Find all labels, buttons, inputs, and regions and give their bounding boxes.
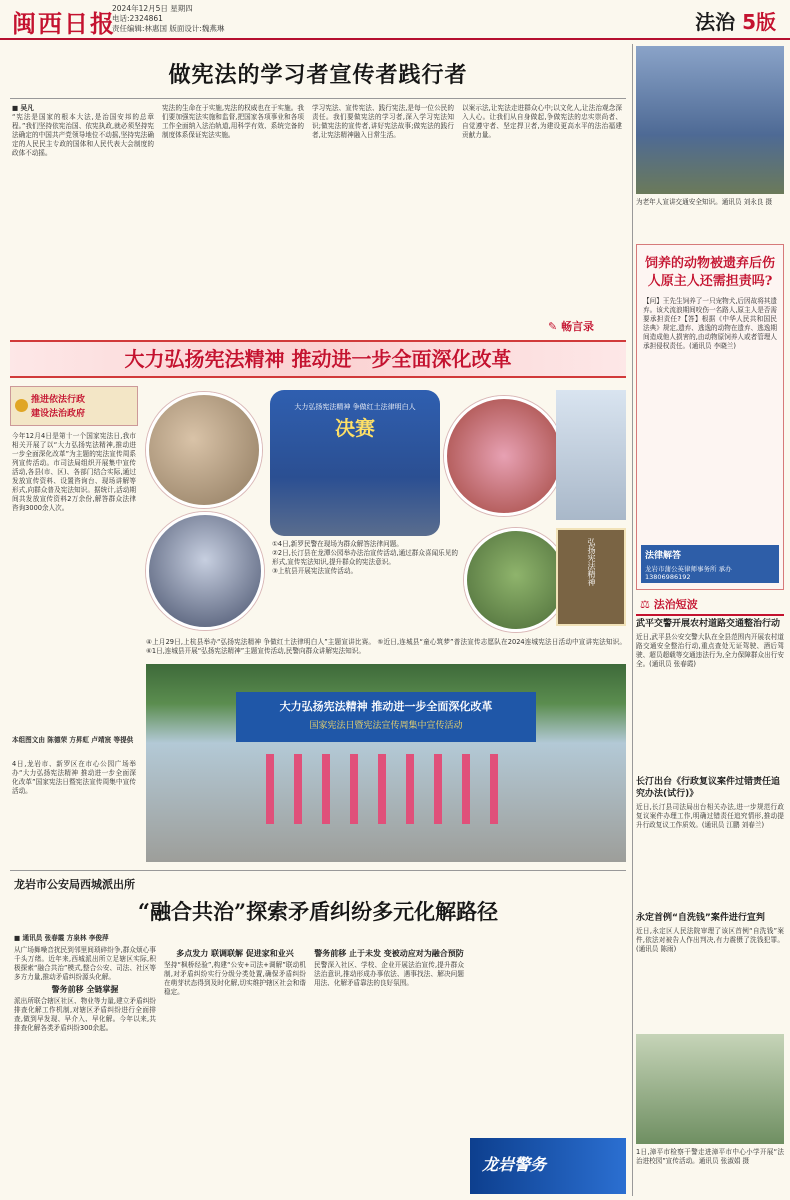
photo-stage bbox=[146, 664, 626, 862]
phone-line: 电话:2324861 bbox=[112, 14, 163, 23]
edition-label bbox=[695, 6, 776, 35]
caption: ⑥1日,连城县开展“弘扬宪法精神”主题宣传活动,民警向群众讲解宪法知识。 bbox=[146, 647, 365, 655]
column-tag: ✎ 畅言录 bbox=[548, 320, 595, 333]
subheading: 多点发力 联调联解 促进家和业兴 bbox=[176, 949, 294, 958]
article-column bbox=[162, 104, 304, 336]
photo-side bbox=[556, 390, 626, 520]
caption: ③上杭县开展宪法宣传活动。 bbox=[272, 567, 358, 575]
badge-box bbox=[10, 386, 138, 426]
photo-caption: 4日,龙岩市、新罗区在市心公园广场举办“大力弘扬宪法精神 推动进一步全面深化改革”国家宪法日暨宪法宣传周集中宣传活动。 bbox=[12, 760, 136, 795]
pen-icon: ✎ bbox=[548, 320, 558, 333]
photo-police bbox=[636, 46, 784, 194]
caption: ⑤近日,连城县“童心筑梦”普法宣传志愿队在2024连城宪法日活动中宣讲宪法知识。 bbox=[377, 638, 626, 646]
news-title: 永定首例“自洗钱”案件进行宣判 bbox=[636, 913, 765, 923]
badge-text: 龙岩警务 bbox=[482, 1155, 547, 1174]
section-name: 法治 bbox=[695, 10, 736, 34]
photo-sign bbox=[556, 528, 626, 626]
paragraph: 派出所联合辖区社区、物业等力量,建立矛盾纠纷排查化解工作机制,对辖区矛盾纠纷进行全面排查,做到早发现、早介入、早化解。今年以来,共排查化解各类矛盾纠纷300余起。 bbox=[14, 997, 156, 1032]
article-title: 做宪法的学习者宣传者践行者 bbox=[168, 62, 468, 88]
qa-box bbox=[636, 244, 784, 590]
dancers bbox=[266, 754, 506, 824]
subheading: 警务前移 全链掌握 bbox=[51, 985, 119, 994]
subheading: 警务前移 止于未发 变被动应对为融合预防 bbox=[314, 949, 464, 958]
photo-circle bbox=[444, 396, 564, 516]
paragraph: 学习宪法、宣传宪法、践行宪法,是每一位公民的责任。我们要做宪法的学习者,深入学习宪法知识;做宪法的宣传者,讲好宪法故事;做宪法的践行者,让宪法精神融入日常生活。 bbox=[312, 104, 454, 139]
photo-caption: 1日,漳平市检察干警走进漳平市中心小学开展“法治进校园”宣传活动。通讯员 张淑娟 摄 bbox=[636, 1148, 784, 1165]
photo-circle bbox=[146, 512, 264, 630]
photo-circle bbox=[146, 392, 262, 508]
page-header bbox=[0, 0, 790, 40]
caption-block bbox=[146, 638, 626, 664]
article-column bbox=[164, 946, 306, 1186]
photo-school bbox=[636, 1034, 784, 1144]
article-column bbox=[14, 946, 156, 1146]
report-text: 今年12月4日是第十一个国家宪法日,我市相关开展了以“大力弘扬宪法精神,推动进一步全面深化改革”为主题的宪法宣传周系列宣传活动。市司法局组织开展集中宣传活动,各县(市、区)、各部门结合实际,通过发放宣传资料、设置咨询台、现场讲解等形式,向群众普及宪法知识。据统计,活动期间共发放宣传资料2万余份,解答群众法律咨询3000余人次。 bbox=[12, 432, 136, 512]
byline: ■ 通讯员 张春霞 方泉林 李俊萍 bbox=[14, 934, 109, 942]
caption-block bbox=[272, 540, 458, 640]
news-title: 武平交警开展农村道路交通整治行动 bbox=[636, 619, 781, 629]
article-column bbox=[462, 104, 622, 304]
editor-line: 责任编辑:林惠国 版面设计:魏燕琳 bbox=[112, 24, 225, 33]
photo-text: 决赛 bbox=[335, 416, 375, 440]
caption: ②2日,长汀县在龙潭公园举办法治宣传活动,通过群众喜闻乐见的形式,宣传宪法知识,提升群众的宪法意识。 bbox=[272, 549, 458, 566]
short-news-item bbox=[636, 618, 784, 768]
article-title: “融合共治”探索矛盾纠纷多元化解路径 bbox=[137, 899, 499, 924]
paragraph: 以案示法,让宪法走进群众心中;以文化人,让法治观念深入人心。让我们从自身做起,争做宪法的忠实崇尚者、自觉遵守者、坚定捍卫者,为建设更高水平的法治福建贡献力量。 bbox=[462, 104, 622, 139]
masthead: 闽西日报 bbox=[12, 9, 116, 38]
photo-caption: 为老年人宣讲交通安全知识。通讯员 刘永良 摄 bbox=[636, 198, 773, 206]
qa-title: 饲养的动物被遗弃后伤人原主人还需担责吗? bbox=[644, 256, 775, 289]
news-text: 近日,武平县公安交警大队在全县范围内开展农村道路交通安全整治行动,重点查处无证驾驶、酒后驾驶、超员超载等交通违法行为,全力保障群众出行安全。(通讯员 张春霞) bbox=[636, 633, 784, 668]
paragraph: 民警深入社区、学校、企业开展法治宣传,提升群众法治意识,推动形成办事依法、遇事找法、解决问题用法、化解矛盾靠法的良好氛围。 bbox=[314, 961, 464, 987]
edition-number: 5版 bbox=[742, 10, 776, 34]
paragraph: “宪法是国家的根本大法,是治国安邦的总章程。”我们坚持依宪治国、依宪执政,就必须坚持宪法确定的中国共产党领导地位不动摇,坚持宪法确定的人民民主专政的国体和人民代表大会制度的政体不动摇。 bbox=[12, 113, 154, 157]
sign-text: 弘扬宪法精神 bbox=[587, 538, 596, 586]
stage-text: 国家宪法日暨宪法宣传周集中宣传活动 bbox=[309, 721, 463, 731]
badge-line: 建设法治政府 bbox=[31, 409, 86, 419]
article-kicker: 龙岩市公安局西城派出所 bbox=[14, 878, 135, 891]
photo-circle bbox=[464, 528, 568, 632]
law-info: 龙岩市蒲公英律师事务所 承办 13806986192 bbox=[645, 565, 732, 581]
badge-line: 推进依法行政 bbox=[31, 395, 86, 405]
short-news-item bbox=[636, 912, 784, 1032]
short-news-item bbox=[636, 776, 784, 906]
stage-text: 大力弘扬宪法精神 推动进一步全面深化改革 bbox=[279, 700, 493, 713]
paragraph: 坚持“枫桥经验”,构建“公安+司法+调解”联动机制,对矛盾纠纷实行分级分类处置,确保矛盾纠纷在萌芽状态得到及时化解,切实维护辖区社会和谐稳定。 bbox=[164, 961, 306, 996]
news-text: 近日,长汀县司法局出台相关办法,进一步规范行政复议案件办理工作,明确过错责任追究情形,推动提升行政复议工作质效。(通讯员 江鹏 刘春兰) bbox=[636, 803, 784, 829]
article-column bbox=[312, 104, 454, 336]
police-badge bbox=[470, 1138, 626, 1194]
date-line: 2024年12月5日 星期四 bbox=[112, 4, 193, 13]
news-title: 长汀出台《行政复议案件过错责任追究办法(试行)》 bbox=[636, 777, 781, 799]
article-column bbox=[12, 104, 154, 336]
qa-text: 【问】王先生饲养了一只宠物犬,后因故将其遗弃。该犬流浪期间咬伤一名路人,原主人是否需要承担责任?【答】根据《中华人民共和国民法典》规定,遗弃、逃逸的动物在遗弃、逃逸期间造成他人损害的,由动物原饲养人或者管理人承担侵权责任。(通讯员 李晓兰) bbox=[643, 297, 777, 350]
byline: ■ 吴凡 bbox=[12, 104, 34, 112]
paragraph: 宪法的生命在于实施,宪法的权威也在于实施。我们要加强宪法实施和监督,把国家各项事业和各项工作全面纳入法治轨道,用科学有效、系统完备的制度体系保证宪法实施。 bbox=[162, 104, 304, 139]
photo-competition bbox=[270, 390, 440, 536]
photo-text: 大力弘扬宪法精神 争做红土法律明白人 bbox=[294, 403, 416, 411]
gavel-icon: ⚖ bbox=[640, 598, 650, 611]
law-badge: 法律解答 bbox=[645, 551, 682, 561]
caption: ④上月29日,上杭县举办“弘扬宪法精神 争做红土法律明白人”主题宣讲比赛。 bbox=[146, 638, 376, 646]
article-column-blank bbox=[472, 946, 626, 1136]
header-info bbox=[112, 4, 224, 34]
caption: ①4日,新罗民警在现场为群众解答法律问题。 bbox=[272, 540, 403, 548]
article-column bbox=[314, 946, 464, 1186]
news-text: 近日,永定区人民法院审理了该区首例“自洗钱”案件,依法对被告人作出判决,有力震慑了洗钱犯罪。(通讯员 陈雨) bbox=[636, 927, 784, 953]
emblem-icon bbox=[15, 399, 28, 412]
short-news-header: ⚖ 法治短波 bbox=[640, 598, 698, 611]
paragraph: 从广场舞噪音扰民到邻里间琐碎纷争,群众烦心事千头万绪。近年来,西城派出所立足辖区实际,积极探索“融合共治”模式,整合公安、司法、社区等多方力量,推动矛盾纠纷源头化解。 bbox=[14, 946, 156, 981]
photo-credit: 本组图文由 陈德荣 方昇虹 卢靖宸 等提供 bbox=[12, 736, 134, 744]
section-banner: 大力弘扬宪法精神 推动进一步全面深化改革 bbox=[10, 340, 626, 378]
